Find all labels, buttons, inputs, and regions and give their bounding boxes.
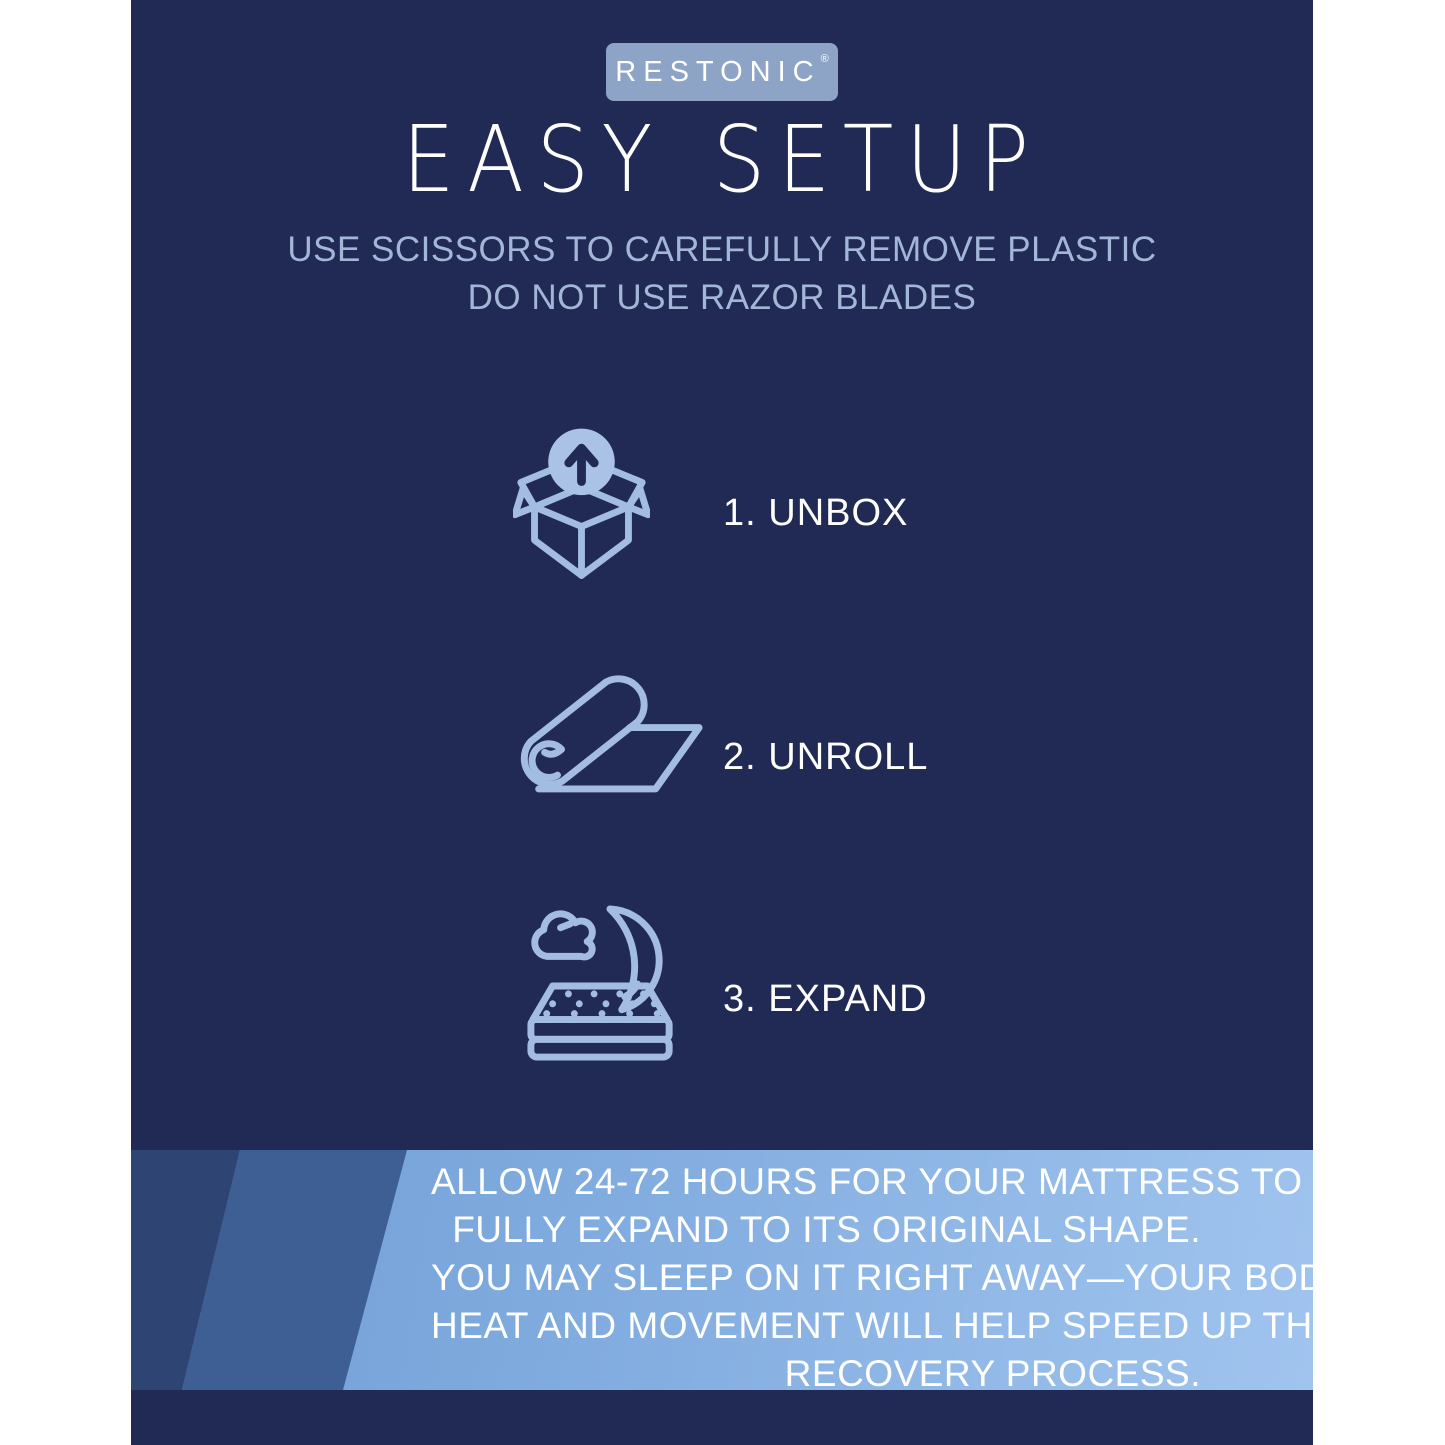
step-label-expand: 3. EXPAND	[723, 978, 928, 1020]
subtitle-line-1: USE SCISSORS TO CAREFULLY REMOVE PLASTIC	[287, 230, 1157, 269]
banner-line-1: ALLOW 24-72 HOURS FOR YOUR MATTRESS TO	[431, 1161, 1303, 1202]
cloud-icon	[535, 914, 593, 957]
banner-line-5: RECOVERY PROCESS.	[784, 1353, 1201, 1394]
subtitle-line-2: DO NOT USE RAZOR BLADES	[467, 278, 977, 317]
banner-line-3: YOU MAY SLEEP ON IT RIGHT AWAY—YOUR BODY	[431, 1257, 1351, 1298]
banner-line-2: FULLY EXPAND TO ITS ORIGINAL SHAPE.	[452, 1209, 1201, 1250]
brand-name	[615, 52, 829, 89]
page-title: EASY SETUP	[402, 106, 1042, 213]
registered-mark: ®	[820, 52, 829, 65]
unbox-icon	[513, 426, 650, 580]
step-label-unroll: 2. UNROLL	[723, 736, 929, 778]
brand-name-text: RESTONIC	[615, 55, 821, 88]
subtitle	[131, 226, 1313, 322]
expand-icon	[523, 901, 681, 1069]
setup-card	[131, 0, 1351, 1445]
banner-line-4: HEAT AND MOVEMENT WILL HELP SPEED UP THE	[431, 1305, 1338, 1346]
unroll-icon	[505, 670, 713, 797]
mattress-dots	[543, 990, 661, 1017]
expansion-notice-banner	[131, 1150, 1351, 1394]
banner-text	[131, 1150, 1351, 1394]
step-label-unbox: 1. UNBOX	[723, 492, 909, 534]
brand-badge	[606, 43, 838, 101]
